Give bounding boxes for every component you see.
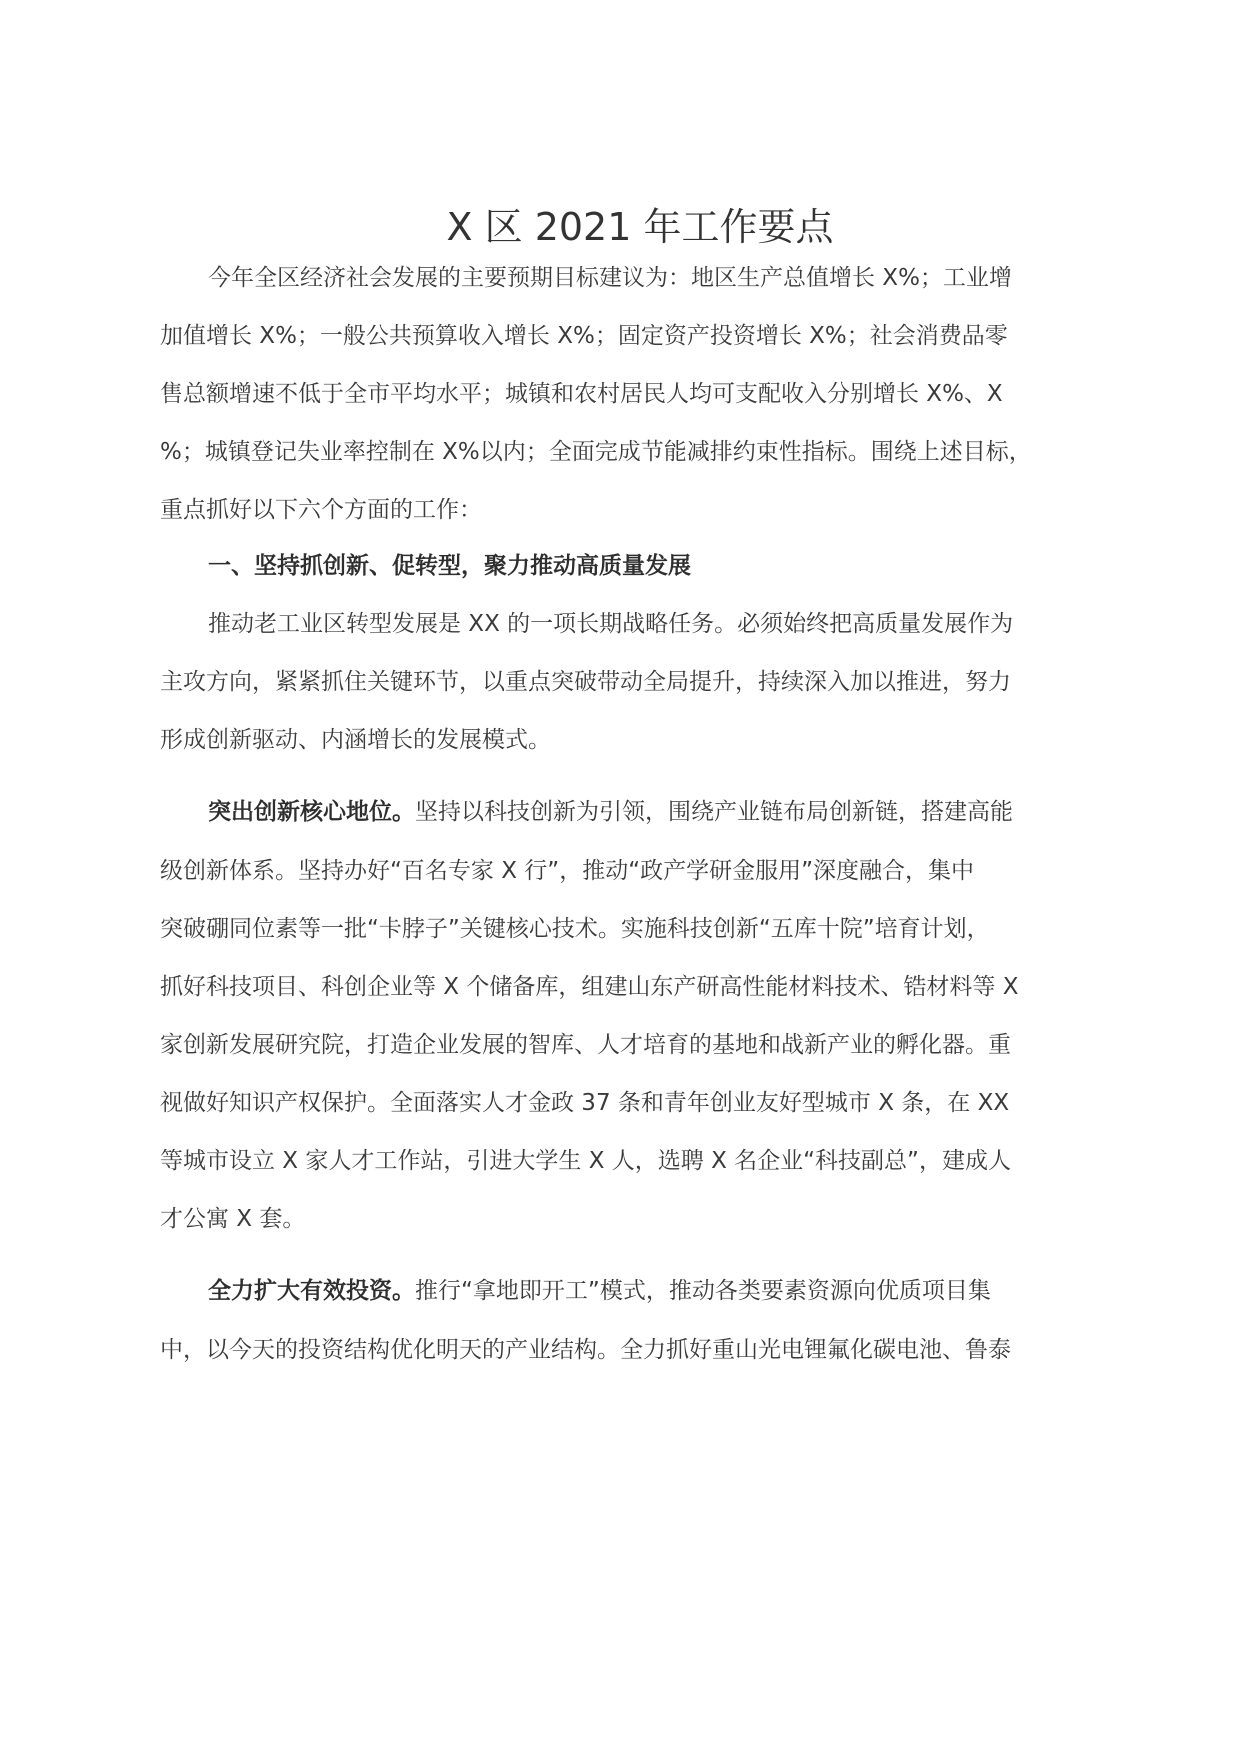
- innovation-line-3: 突破硼同位素等一批“卡脖子”关键核心技术。实施科技创新“五库十院”培育计划，: [160, 916, 990, 942]
- innovation-line-6: 视做好知识产权保护。全面落实人才金政 37 条和青年创业友好型城市 X 条，在 XX: [160, 1090, 1010, 1116]
- document-title: X 区 2021 年工作要点: [446, 205, 834, 249]
- investment-line-1-text: 推行“拿地即开工”模式，推动各类要素资源向优质项目集: [415, 1278, 991, 1304]
- investment-lead: 全力扩大有效投资。: [208, 1278, 415, 1304]
- innovation-line-7: 等城市设立 X 家人才工作站，引进大学生 X 人，选聘 X 名企业“科技副总”，建成人: [160, 1148, 1011, 1174]
- innovation-line-8: 才公寓 X 套。: [160, 1206, 306, 1232]
- intro-line-5: 重点抓好以下六个方面的工作：: [160, 497, 482, 523]
- intro-line-4: %；城镇登记失业率控制在 X%以内；全面完成节能减排约束性指标。围绕上述目标，: [160, 439, 1032, 465]
- innovation-lead: 突出创新核心地位。: [208, 799, 415, 825]
- innovation-line-4: 抓好科技项目、科创企业等 X 个储备库，组建山东产研高性能材料技术、锆材料等 X: [160, 974, 1019, 1000]
- innovation-line-1-text: 坚持以科技创新为引领，围绕产业链布局创新链，搭建高能: [415, 799, 1013, 825]
- intro-line-1: 今年全区经济社会发展的主要预期目标建议为：地区生产总值增长 X%；工业增: [208, 265, 1012, 291]
- intro-line-3: 售总额增速不低于全市平均水平；城镇和农村居民人均可支配收入分别增长 X%、X: [160, 381, 1003, 407]
- section1-line-1: 推动老工业区转型发展是 XX 的一项长期战略任务。必须始终把高质量发展作为: [208, 611, 1014, 637]
- innovation-line-2: 级创新体系。坚持办好“百名专家 X 行”，推动“政产学研金服用”深度融合，集中: [160, 858, 975, 884]
- section-heading: 一、坚持抓创新、促转型，聚力推动高质量发展: [208, 553, 691, 579]
- section1-line-2: 主攻方向，紧紧抓住关键环节，以重点突破带动全局提升，持续深入加以推进，努力: [160, 669, 1011, 695]
- intro-line-2: 加值增长 X%；一般公共预算收入增长 X%；固定资产投资增长 X%；社会消费品零: [160, 323, 1008, 349]
- section1-line-3: 形成创新驱动、内涵增长的发展模式。: [160, 727, 551, 753]
- innovation-line-1: [208, 796, 1120, 828]
- investment-line-1: [208, 1275, 1120, 1307]
- innovation-line-5: 家创新发展研究院，打造企业发展的智库、人才培育的基地和战新产业的孵化器。重: [160, 1032, 1011, 1058]
- investment-line-2: 中，以今天的投资结构优化明天的产业结构。全力抓好重山光电锂氟化碳电池、鲁泰: [160, 1337, 1011, 1363]
